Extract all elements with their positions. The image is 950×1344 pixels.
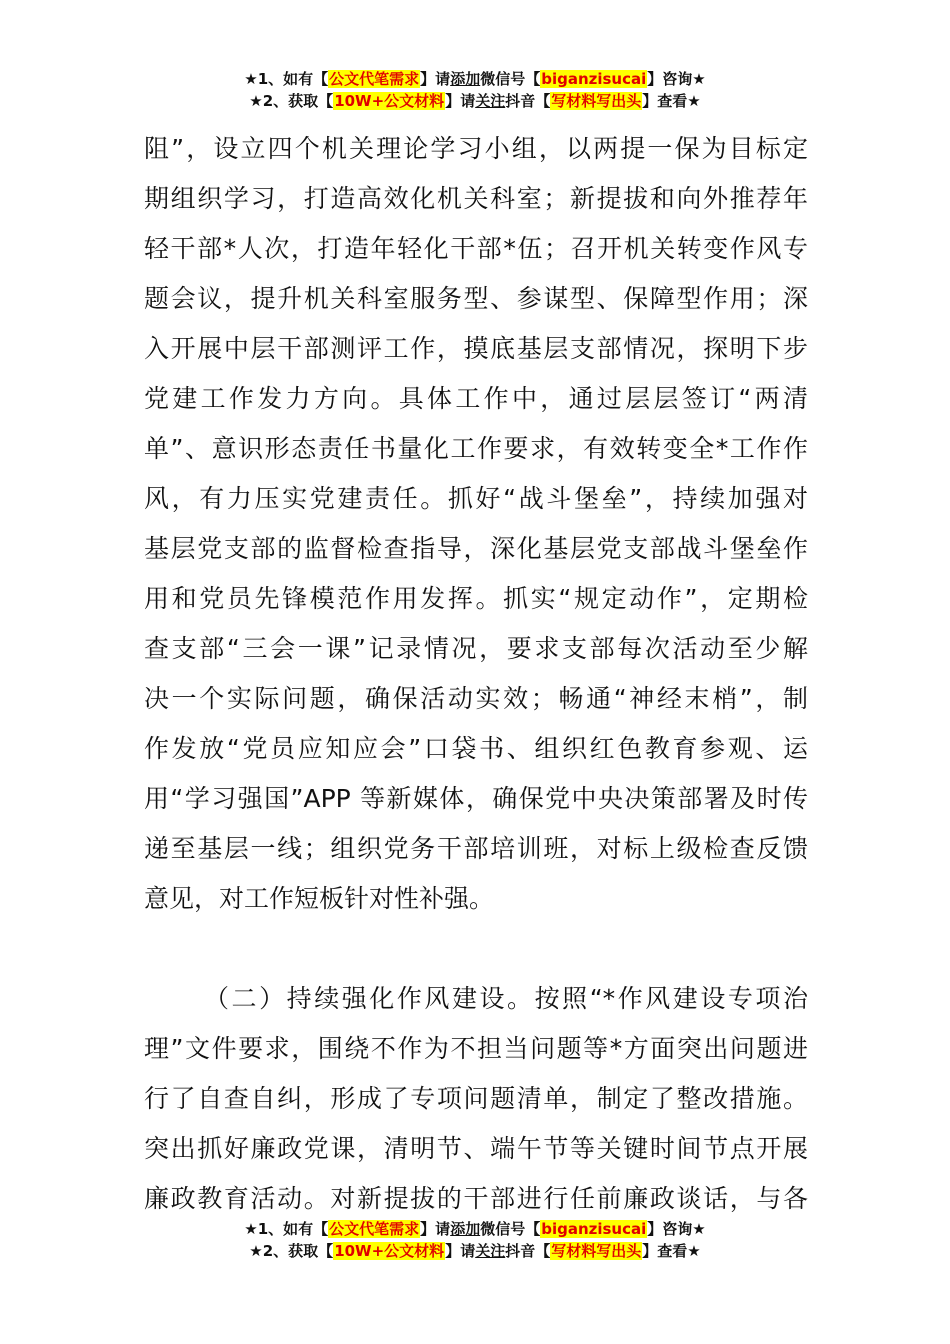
body-line: 行了自查自纠，形成了专项问题清单，制定了整改措施。 xyxy=(144,1084,808,1113)
promo-text: 】查看★ xyxy=(642,1242,701,1260)
promo-text: 】咨询★ xyxy=(647,70,706,88)
promo-text: 】查看★ xyxy=(642,92,701,110)
body-line: 期组织学习，打造高效化机关科室；新提拔和向外推荐年 xyxy=(144,184,808,213)
promo-text: 抖音【 xyxy=(505,1242,551,1260)
body-line: 递至基层一线；组织党务干部培训班，对标上级检查反馈 xyxy=(144,834,808,863)
promo-line-1 xyxy=(0,68,950,90)
promo-text: 】请 xyxy=(445,92,476,110)
body-line: 题会议，提升机关科室服务型、参谋型、保障型作用；深 xyxy=(144,284,808,313)
body-line: 单”、意识形态责任书量化工作要求，有效转变全*工作作 xyxy=(144,434,808,463)
document-body xyxy=(144,124,808,1224)
promo-underlined: 关注 xyxy=(475,1242,506,1260)
wechat-id-highlight: biganzisucai xyxy=(541,1220,647,1238)
promo-text: 2、获取【 xyxy=(262,1242,334,1260)
body-line: 理”文件要求，围绕不作为不担当问题等*方面突出问题进 xyxy=(144,1034,808,1063)
promo-highlight: 公文代笔需求 xyxy=(329,70,420,88)
body-line: 轻干部*人次，打造年轻化干部*伍；召开机关转变作风专 xyxy=(144,234,808,263)
wechat-id-highlight: biganzisucai xyxy=(541,70,647,88)
promo-highlight: 10W+公文材料 xyxy=(334,1242,445,1260)
body-line: 查支部“三会一课”记录情况，要求支部每次活动至少解 xyxy=(144,634,808,663)
promo-banner-bottom xyxy=(0,1218,950,1262)
body-line: 风，有力压实党建责任。抓好“战斗堡垒”，持续加强对 xyxy=(144,484,808,513)
body-line: 决一个实际问题，确保活动实效；畅通“神经末梢”，制 xyxy=(144,684,808,713)
promo-text: 抖音【 xyxy=(505,92,551,110)
promo-text: 1、如有【 xyxy=(257,1220,329,1238)
douyin-id-highlight: 写材料写出头 xyxy=(551,1242,642,1260)
promo-line-2 xyxy=(0,90,950,112)
body-line: 作发放“党员应知应会”口袋书、组织红色教育参观、运 xyxy=(144,734,808,763)
body-line: 用和党员先锋模范作用发挥。抓实“规定动作”，定期检 xyxy=(144,584,808,613)
promo-text: 2、获取【 xyxy=(262,92,334,110)
body-line: 基层党支部的监督检查指导，深化基层党支部战斗堡垒作 xyxy=(144,534,808,563)
promo-text: 1、如有【 xyxy=(257,70,329,88)
paragraph-gap xyxy=(144,924,808,974)
star-icon: ★ xyxy=(249,1242,263,1260)
star-icon: ★ xyxy=(244,1220,258,1238)
promo-text: 】咨询★ xyxy=(647,1220,706,1238)
body-line: 意见，对工作短板针对性补强。 xyxy=(144,884,495,913)
promo-line-2 xyxy=(0,1240,950,1262)
body-line: 用“学习强国”APP 等新媒体，确保党中央决策部署及时传 xyxy=(144,784,808,813)
promo-underlined: 关注 xyxy=(475,92,506,110)
promo-banner-top xyxy=(0,68,950,112)
body-line: 党建工作发力方向。具体工作中，通过层层签订“两清 xyxy=(144,384,808,413)
promo-underlined: 添加 xyxy=(450,1220,481,1238)
promo-line-1 xyxy=(0,1218,950,1240)
promo-underlined: 添加 xyxy=(450,70,481,88)
promo-text: 】请 xyxy=(445,1242,476,1260)
body-line: 阻”，设立四个机关理论学习小组，以两提一保为目标定 xyxy=(144,134,808,163)
body-line: 入开展中层干部测评工作，摸底基层支部情况，探明下步 xyxy=(144,334,808,363)
body-line: 廉政教育活动。对新提拔的干部进行任前廉政谈话，与各 xyxy=(144,1184,808,1213)
section-heading-line: （二）持续强化作风建设。按照“*作风建设专项治 xyxy=(204,984,808,1013)
douyin-id-highlight: 写材料写出头 xyxy=(551,92,642,110)
promo-text: 】请 xyxy=(420,1220,451,1238)
promo-text: 微信号【 xyxy=(480,1220,541,1238)
body-line: 突出抓好廉政党课，清明节、端午节等关键时间节点开展 xyxy=(144,1134,808,1163)
promo-text: 】请 xyxy=(420,70,451,88)
promo-text: 微信号【 xyxy=(480,70,541,88)
promo-highlight: 10W+公文材料 xyxy=(334,92,445,110)
promo-highlight: 公文代笔需求 xyxy=(329,1220,420,1238)
star-icon: ★ xyxy=(249,92,263,110)
star-icon: ★ xyxy=(244,70,258,88)
